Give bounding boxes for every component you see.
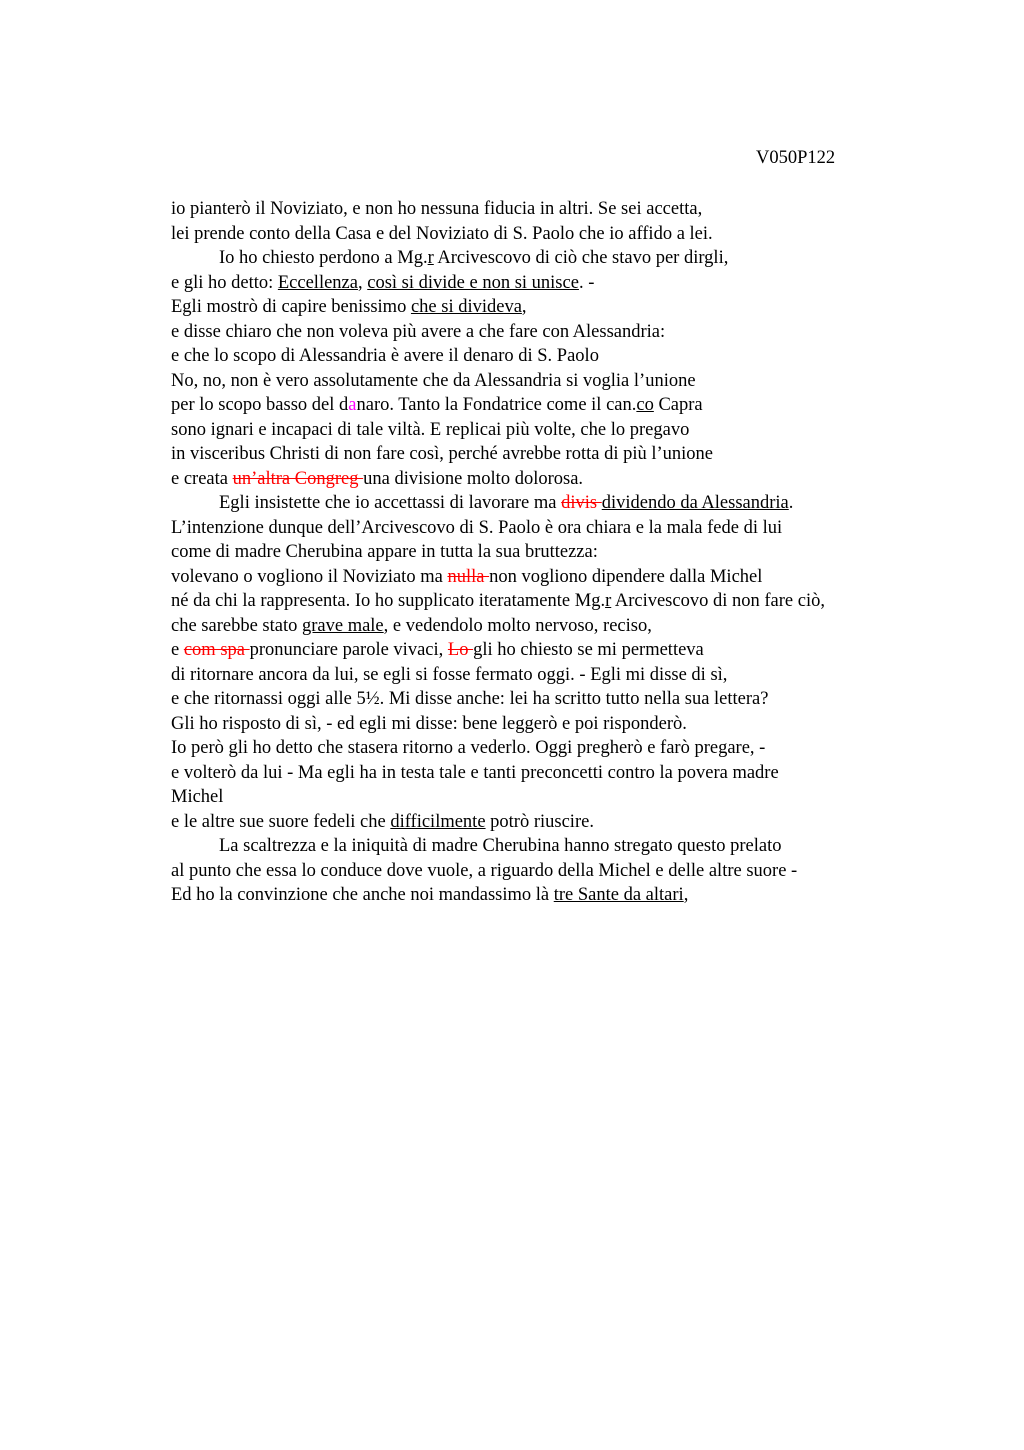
text-segment: , e vedendolo molto nervoso, reciso, — [383, 615, 652, 636]
text-line — [171, 712, 931, 737]
underlined-text: r — [605, 591, 612, 611]
text-line — [171, 393, 931, 418]
text-line — [171, 883, 931, 908]
text-line — [171, 369, 931, 394]
text-line — [171, 271, 931, 296]
text-segment: Ed ho la convinzione che anche noi mandassimo là — [171, 885, 554, 905]
text-segment: e creata — [171, 468, 233, 489]
underlined-text: Eccellenza — [277, 272, 358, 293]
inserted-letter: a — [348, 395, 357, 415]
underlined-text: co — [636, 395, 654, 415]
text-line — [171, 614, 931, 639]
text-line — [171, 589, 931, 614]
text-line — [171, 418, 931, 443]
text-segment: che sarebbe stato — [171, 615, 302, 636]
struck-text: nulla — [447, 566, 490, 587]
text-segment: io pianterò il Noviziato, e non ho nessuna fiducia in altri. Se sei accetta, — [171, 199, 703, 219]
text-segment: e gli ho detto: — [171, 272, 278, 293]
text-segment: gli ho chiesto se mi permetteva — [473, 640, 704, 660]
text-line — [171, 810, 931, 835]
text-segment: e — [171, 640, 184, 660]
text-line — [171, 687, 931, 712]
text-segment: Io ho chiesto perdono a Mg. — [219, 248, 428, 268]
text-line — [171, 736, 931, 761]
page-id: V050P122 — [756, 148, 836, 168]
text-segment: potrò riuscire. — [485, 811, 594, 832]
underlined-text: difficilmente — [390, 811, 486, 832]
text-segment: Arcivescovo di ciò che stavo per dirgli, — [433, 248, 729, 268]
text-line — [171, 320, 931, 345]
text-segment: né da chi la rappresenta. Io ho supplicato iteratamente Mg. — [171, 591, 606, 611]
text-line — [171, 859, 931, 884]
text-segment: . — [788, 493, 794, 513]
text-line — [171, 222, 931, 247]
underlined-text: r — [427, 248, 434, 268]
text-line — [171, 516, 931, 541]
text-segment: lei prende conto della Casa e del Noviziato di S. Paolo che io affido a lei. — [171, 223, 713, 244]
text-line — [171, 467, 931, 492]
text-segment: Michel — [171, 787, 224, 807]
text-line — [171, 344, 931, 369]
text-segment: L’intenzione dunque dell’Arcivescovo di S. Paolo è ora chiara e la mala fede di lui — [171, 517, 783, 538]
text-line — [171, 246, 931, 271]
underlined-text: che si divideva — [410, 297, 522, 317]
text-segment: per lo scopo basso del d — [171, 395, 349, 415]
text-segment: una divisione molto dolorosa. — [363, 468, 584, 489]
underlined-text: dividendo da Alessandria — [601, 493, 789, 513]
text-line — [171, 442, 931, 467]
text-line — [171, 540, 931, 565]
text-line — [171, 638, 931, 663]
text-segment: Egli mostrò di capire benissimo — [171, 297, 411, 317]
text-segment: e le altre sue suore fedeli che — [171, 811, 391, 832]
underlined-text: grave male — [301, 615, 384, 636]
text-segment: Io però gli ho detto che stasera ritorno a vederlo. Oggi pregherò e farò pregare, - — [171, 738, 766, 758]
text-line — [171, 663, 931, 688]
text-segment: e disse chiaro che non voleva più avere a che fare con Alessandria: — [171, 321, 666, 342]
text-segment: di ritornare ancora da lui, se egli si fosse fermato oggi. - Egli mi disse di sì, — [171, 664, 728, 685]
text-segment: La scaltrezza e la iniquità di madre Cherubina hanno stregato questo prelato — [219, 836, 782, 856]
struck-text: Lo — [447, 640, 474, 660]
document-body — [171, 197, 931, 908]
struck-text: divis — [561, 493, 602, 513]
text-segment: sono ignari e incapaci di tale viltà. E replicai più volte, che lo pregavo — [171, 419, 690, 440]
text-segment: in visceribus Christi di non fare così, perché avrebbe rotta di più l’unione — [171, 444, 714, 464]
text-segment: e che ritornassi oggi alle 5½. Mi disse anche: lei ha scritto tutto nella sua lettera? — [171, 689, 769, 709]
text-segment: Gli ho risposto di sì, - ed egli mi disse: bene leggerò e poi risponderò. — [171, 713, 687, 734]
text-line — [171, 295, 931, 320]
text-segment: naro. Tanto la Fondatrice come il can. — [356, 395, 637, 415]
text-segment: , — [683, 885, 689, 905]
text-segment: e che lo scopo di Alessandria è avere il denaro di S. Paolo — [171, 346, 599, 366]
text-segment: Capra — [653, 395, 703, 415]
text-segment: , — [357, 272, 368, 293]
text-segment: . - — [578, 272, 595, 293]
text-segment: No, no, non è vero assolutamente che da Alessandria si voglia l’unione — [171, 370, 696, 391]
text-segment: pronunciare parole vivaci, — [249, 640, 448, 660]
text-segment: come di madre Cherubina appare in tutta la sua bruttezza: — [171, 542, 598, 562]
text-line — [171, 834, 931, 859]
text-segment: e volterò da lui - Ma egli ha in testa tale e tanti preconcetti contro la povera madre — [171, 762, 779, 783]
underlined-text: tre Sante da altari — [553, 885, 684, 905]
text-segment: Arcivescovo di non fare ciò, — [611, 591, 825, 611]
text-line — [171, 761, 931, 786]
text-segment: non vogliono dipendere dalla Michel — [489, 566, 763, 587]
underlined-text: così si divide e non si unisce — [367, 272, 579, 293]
text-line — [171, 197, 931, 222]
text-line — [171, 785, 931, 810]
text-segment: Egli insistette che io accettassi di lavorare ma — [219, 493, 562, 513]
text-segment: , — [521, 297, 527, 317]
struck-text: com spa — [183, 640, 250, 660]
text-line — [171, 565, 931, 590]
text-line — [171, 491, 931, 516]
struck-text: un’altra Congreg — [232, 468, 364, 489]
text-segment: volevano o vogliono il Noviziato ma — [171, 566, 448, 587]
text-segment: al punto che essa lo conduce dove vuole, a riguardo della Michel e delle altre suore - — [171, 860, 798, 881]
